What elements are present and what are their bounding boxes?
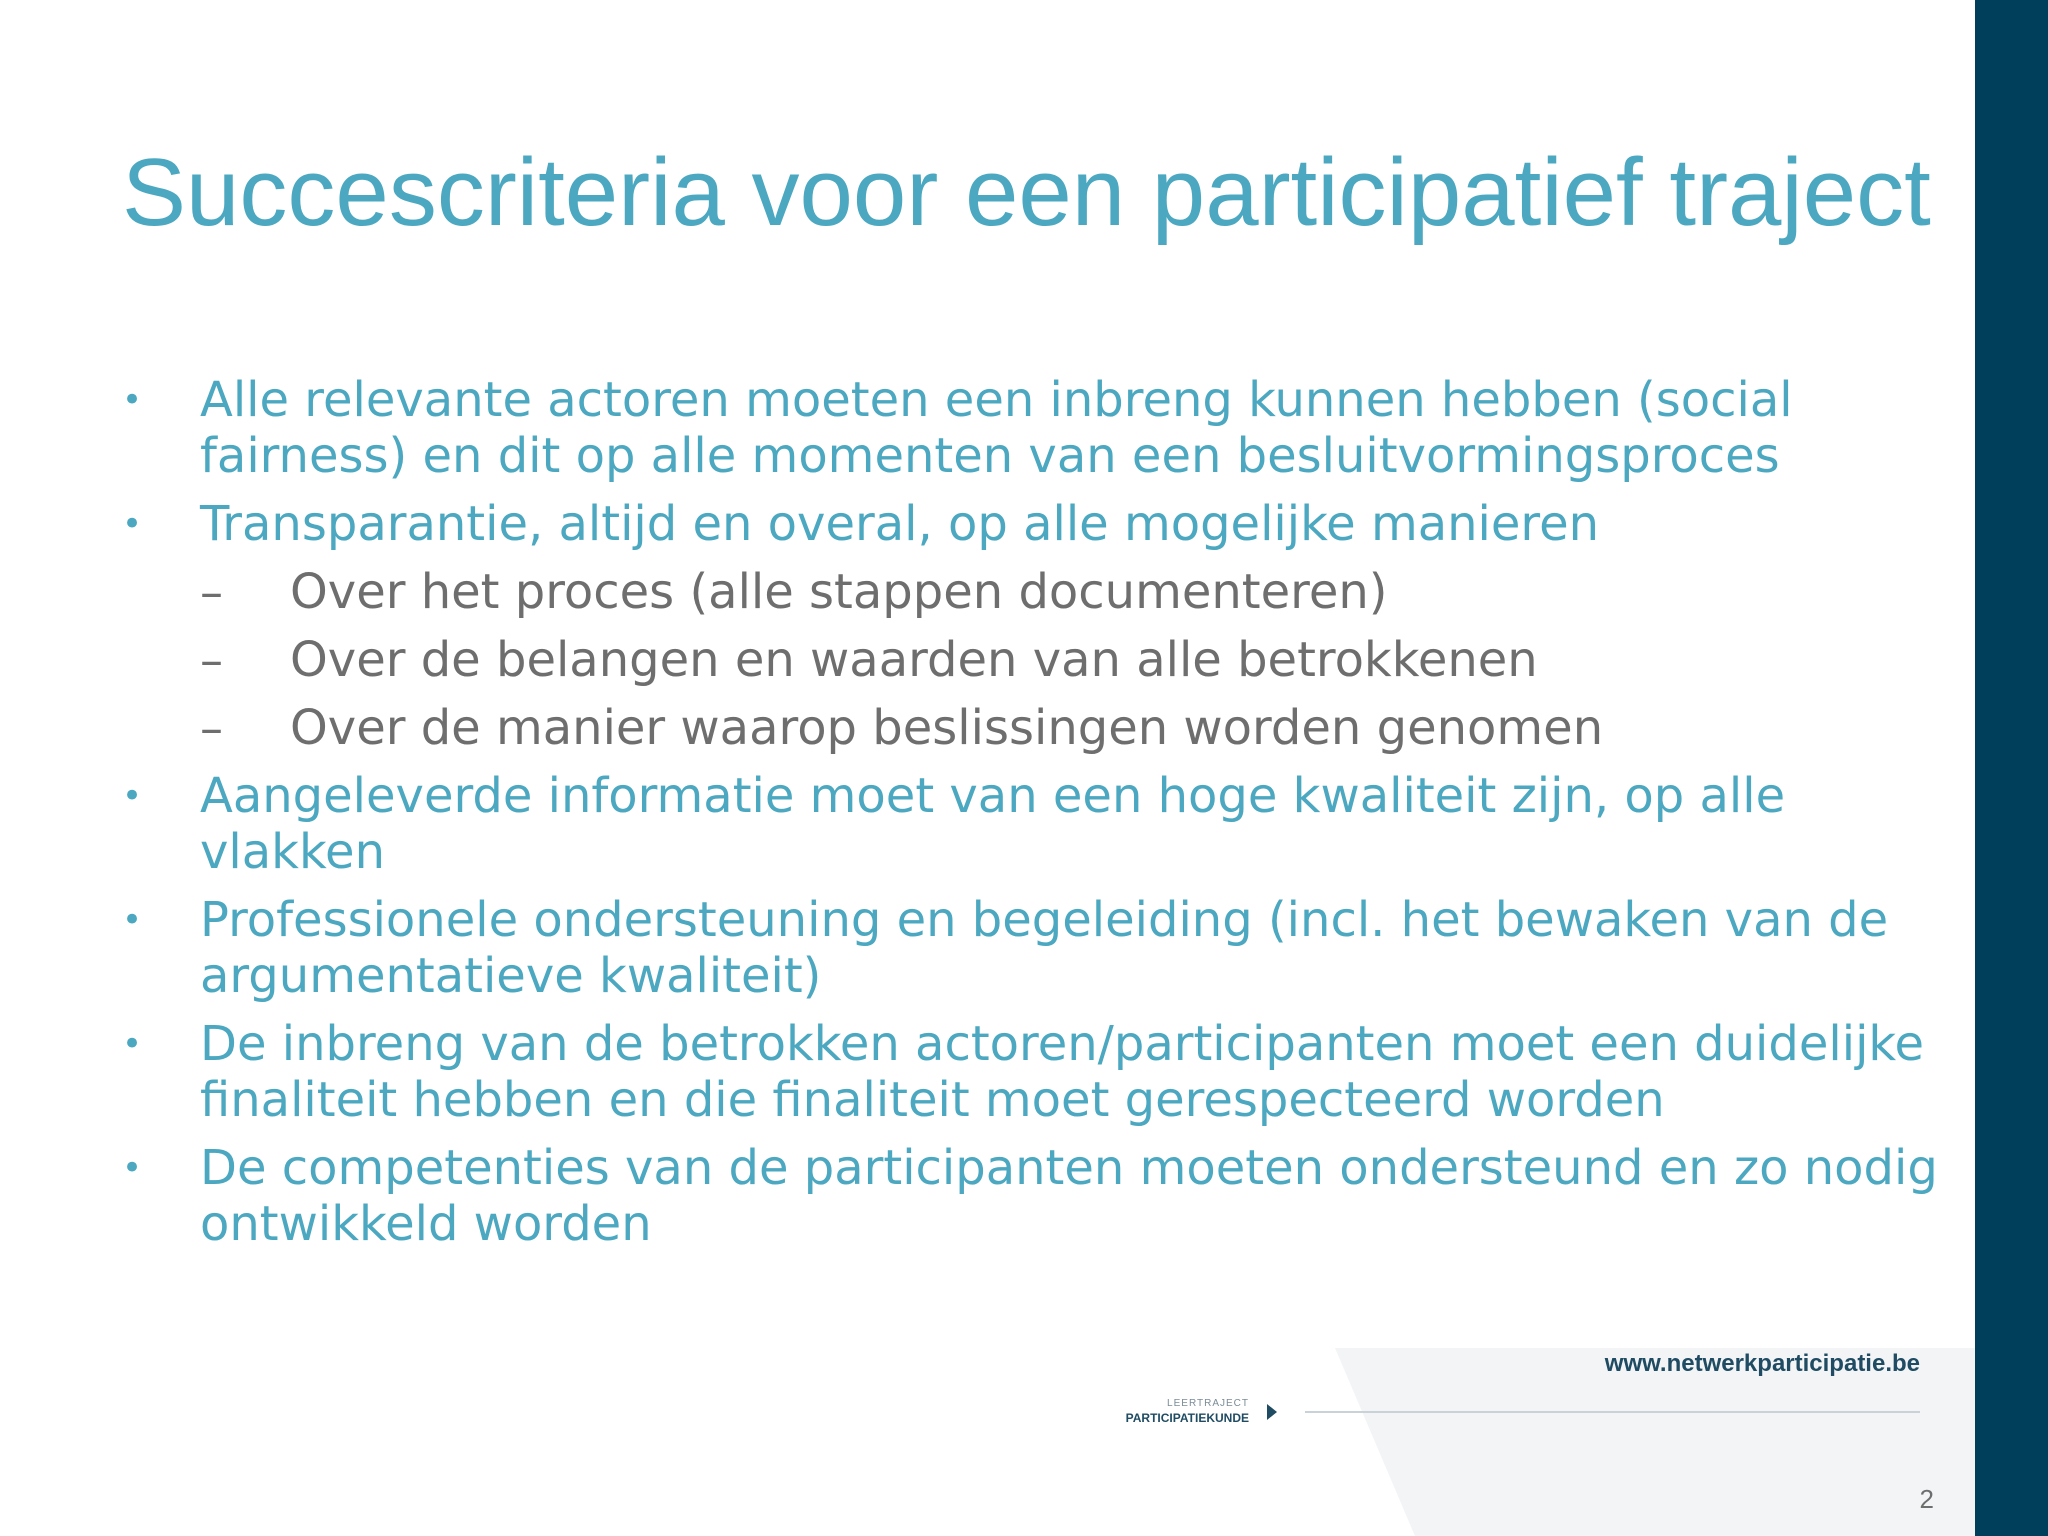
slide-title: Succescriteria voor een participatief traject: [122, 139, 1931, 246]
logo-line-1: LEERTRAJECT: [1167, 1398, 1249, 1409]
bullet-text: Aangeleverde informatie moet van een hoge kwaliteit zijn, op alle vlakken: [200, 768, 1786, 880]
sub-bullet-item: [200, 700, 1962, 756]
bullet-text: Transparantie, altijd en overal, op alle mogelijke manieren: [200, 496, 1600, 552]
bullet-item: [122, 496, 1962, 756]
bullet-text: Professionele ondersteuning en begeleiding (incl. het bewaken van de argumentatieve kwaliteit): [200, 892, 1889, 1004]
bullet-marker: •: [122, 1024, 143, 1064]
sub-bullet-text: Over de manier waarop beslissingen worden genomen: [290, 700, 1604, 756]
sub-bullet-list: [200, 564, 1962, 756]
sub-bullet-marker: –: [200, 565, 223, 619]
bullet-marker: •: [122, 380, 143, 420]
bullet-item: [122, 1140, 1962, 1252]
right-accent-bar: [1975, 0, 2048, 1536]
sub-bullet-text: Over de belangen en waarden van alle betrokkenen: [290, 632, 1538, 688]
bullet-item: [122, 1016, 1962, 1128]
logo-line-2: PARTICIPATIEKUNDE: [1125, 1411, 1249, 1425]
bullet-list: [122, 372, 1962, 1264]
bullet-item: [122, 892, 1962, 1004]
sub-bullet-marker: –: [200, 633, 223, 687]
bullet-item: [122, 372, 1962, 484]
leertraject-logo: [1105, 1398, 1355, 1428]
play-arrow-icon: [1265, 1403, 1279, 1421]
bullet-item: [122, 768, 1962, 880]
page-number: 2: [1919, 1484, 1934, 1514]
bullet-text: Alle relevante actoren moeten een inbreng kunnen hebben (social fairness) en dit op alle momenten van een besluitvormingsproces: [200, 372, 1793, 484]
bullet-marker: •: [122, 1148, 143, 1188]
sub-bullet-item: [200, 632, 1962, 688]
sub-bullet-text: Over het proces (alle stappen documenteren): [290, 564, 1388, 620]
footer-divider: [1305, 1411, 1920, 1413]
bullet-marker: •: [122, 504, 143, 544]
bullet-text: De inbreng van de betrokken actoren/participanten moet een duidelijke finaliteit hebben en die finaliteit moet gerespecteerd worden: [200, 1016, 1925, 1128]
sub-bullet-marker: –: [200, 701, 223, 755]
footer-url: www.netwerkparticipatie.be: [1604, 1350, 1920, 1377]
bullet-marker: •: [122, 776, 143, 816]
sub-bullet-item: [200, 564, 1962, 620]
bullet-marker: •: [122, 900, 143, 940]
bullet-text: De competenties van de participanten moeten ondersteund en zo nodig ontwikkeld worden: [200, 1140, 1938, 1252]
